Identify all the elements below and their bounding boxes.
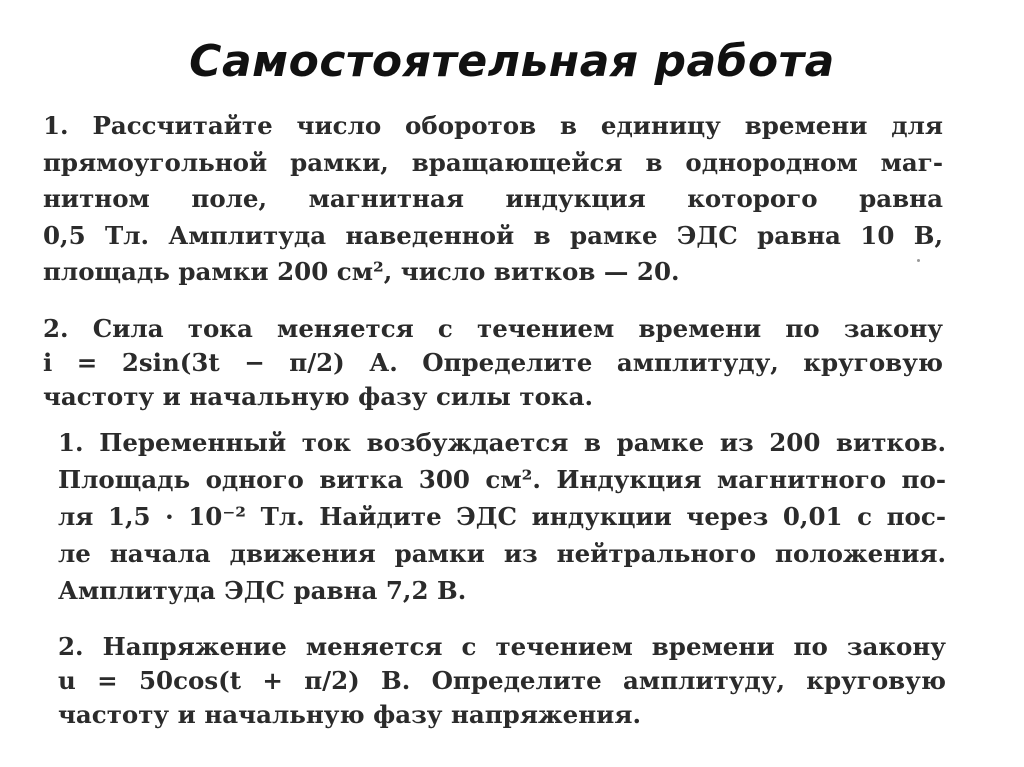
- text-line: прямоугольной рамки, вращающейся в однородном маг-: [43, 147, 943, 177]
- text-line: 2. Напряжение меняется с течением времени по закону: [58, 632, 946, 661]
- text-line: Амплитуда ЭДС равна 7,2 В.: [58, 576, 467, 605]
- text-line: u = 50cos(t + π/2) В. Определите амплитуду, круговую: [58, 666, 946, 695]
- slide-title: Самостоятельная работа: [189, 36, 835, 87]
- text-line: Площадь одного витка 300 см². Индукция магнитного по-: [58, 465, 946, 494]
- problem-2-current-law: [43, 312, 943, 414]
- text-line: нитном поле, магнитная индукция которого равна: [43, 184, 943, 213]
- text-line: i = 2sin(3t − π/2) А. Определите амплитуду, круговую: [43, 348, 943, 377]
- text-line: частоту и начальную фазу напряжения.: [58, 700, 641, 729]
- text-line: 1. Переменный ток возбуждается в рамке из 200 витков.: [58, 428, 946, 457]
- problem-1-rotation-frequency: [43, 108, 943, 291]
- text-line: 2. Сила тока меняется с течением времени по закону: [43, 314, 943, 343]
- text-line: 0,5 Тл. Амплитуда наведенной в рамке ЭДС равна 10 В,: [43, 220, 943, 250]
- problem-4-voltage-law: [58, 630, 946, 732]
- text-line: ле начала движения рамки из нейтрального положения.: [58, 539, 946, 568]
- problem-3-induced-emf: [58, 424, 946, 609]
- text-line: площадь рамки 200 см², число витков — 20.: [43, 257, 680, 286]
- scan-speck: [917, 259, 920, 262]
- text-line: ля 1,5 · 10⁻² Тл. Найдите ЭДС индукции через 0,01 с пос-: [58, 502, 946, 531]
- text-line: частоту и начальную фазу силы тока.: [43, 382, 594, 411]
- text-line: 1. Рассчитайте число оборотов в единицу времени для: [43, 111, 943, 140]
